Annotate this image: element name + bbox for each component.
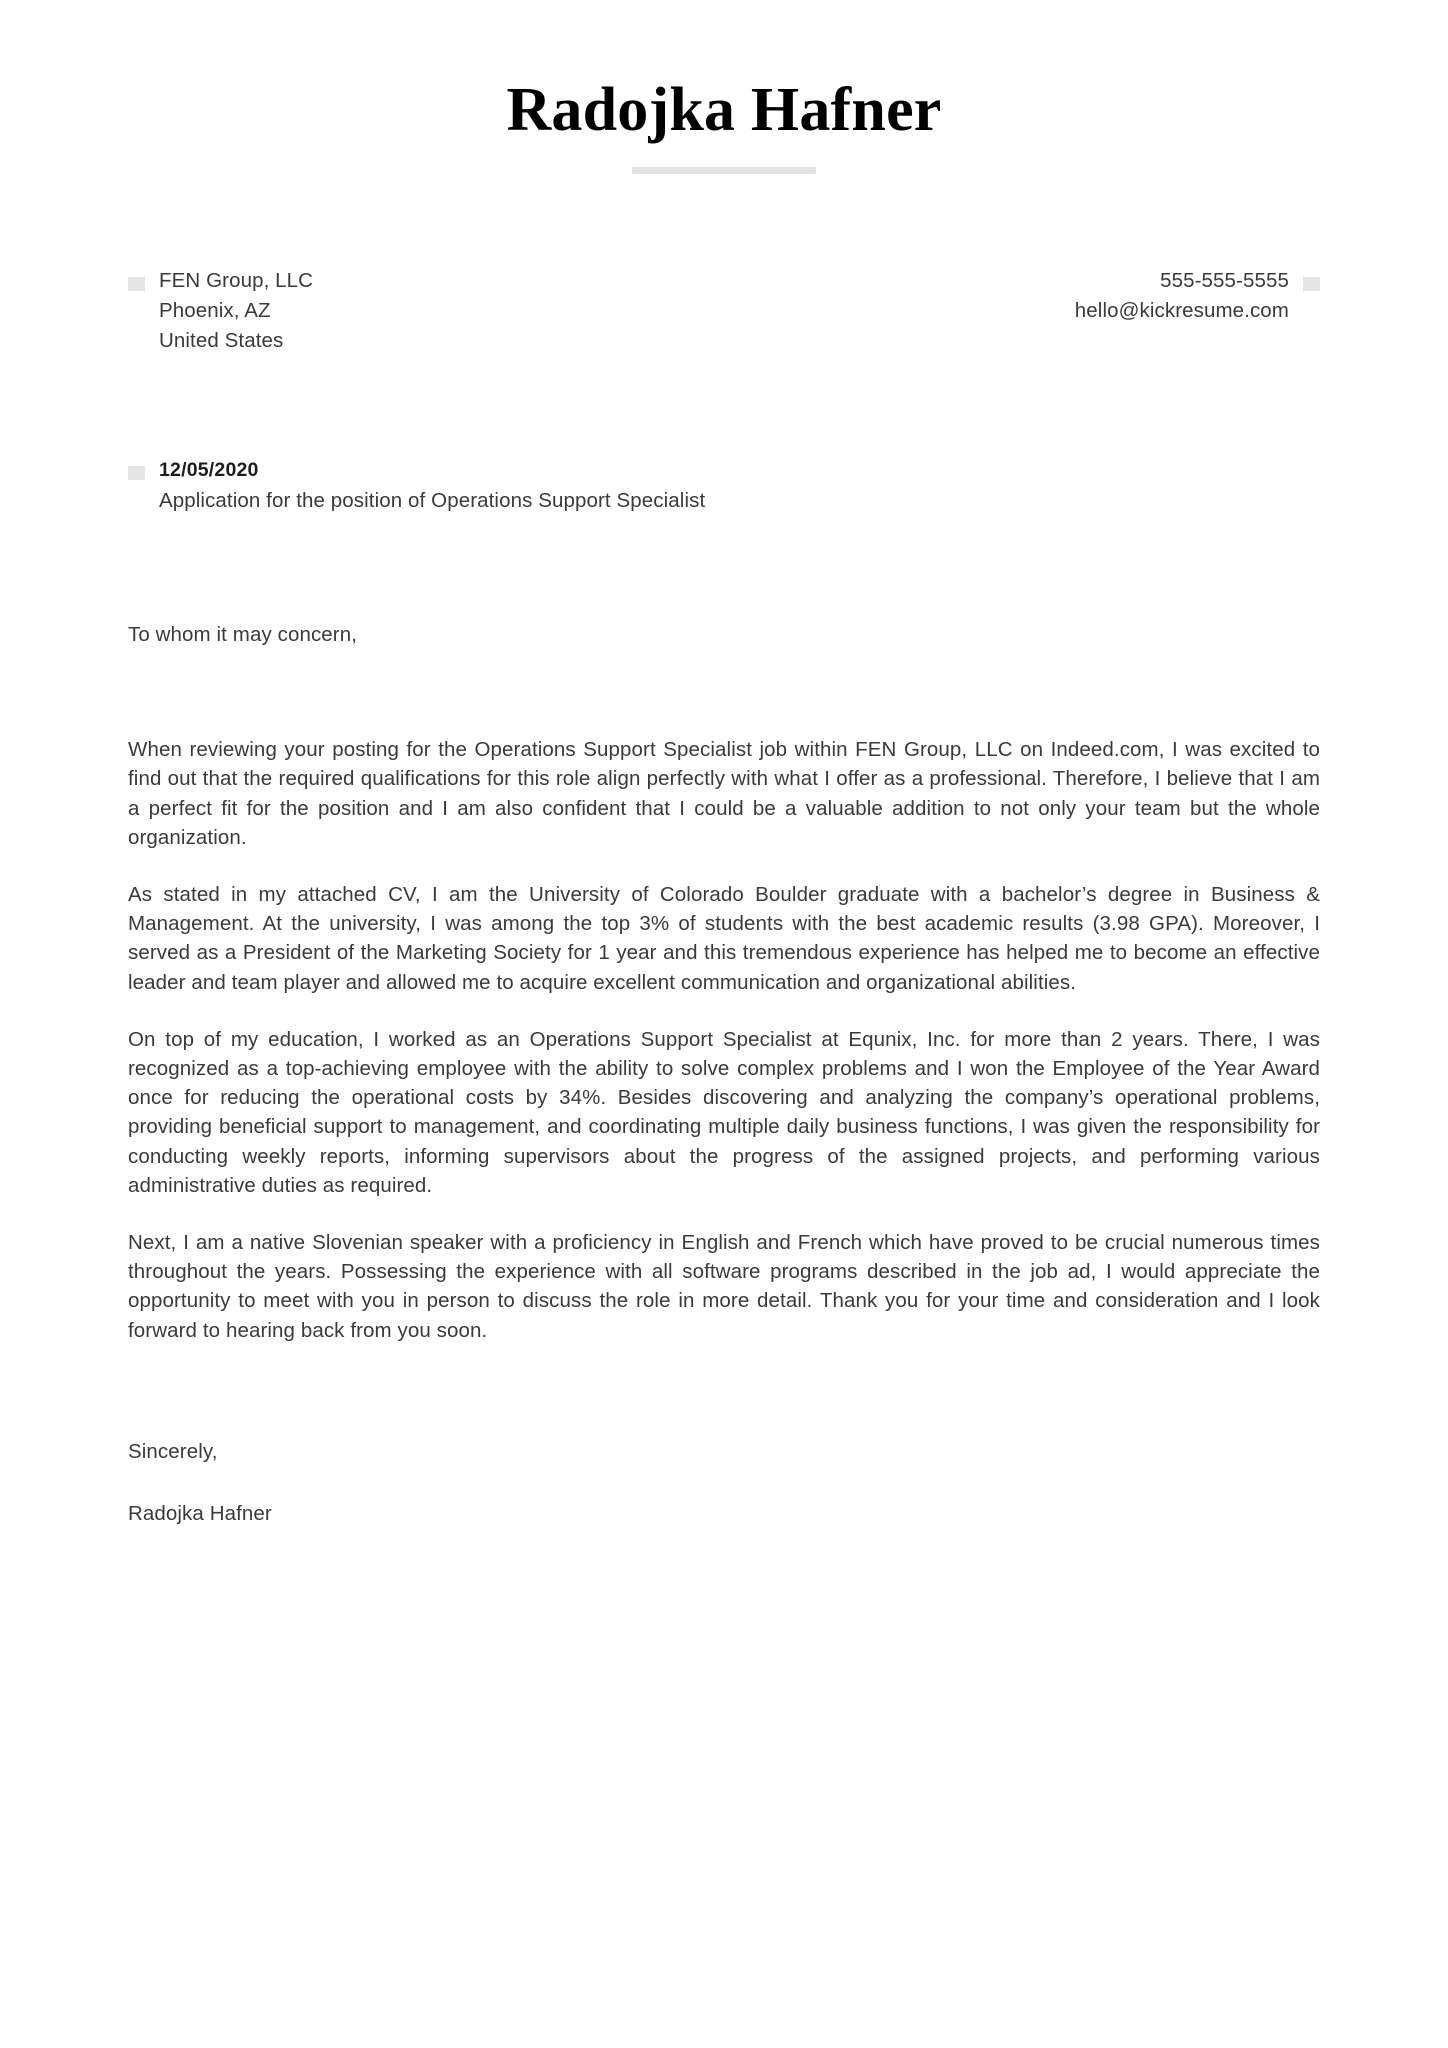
signature-name: Radojka Hafner xyxy=(128,1501,272,1525)
sender-contact-block xyxy=(1075,266,1320,326)
letter-subject: Application for the position of Operations Support Specialist xyxy=(159,489,706,513)
letter-paragraph: As stated in my attached CV, I am the University of Colorado Boulder graduate with a bachelor’s degree in Business & Management. At the university, I was among the top 3% of students with the best academic results (3.98 GPA). Moreover, I served as a President of the Marketing Society for 1 year and this tremendous experience has helped me to become an effective leader and team player and allowed me to acquire excellent communication and organizational abilities. xyxy=(128,882,1320,994)
letter-paragraph: When reviewing your posting for the Operations Support Specialist job within FEN Group, LLC on Indeed.com, I was excited to find out that the required qualifications for this role align perfectly with what I offer as a professional. Therefore, I believe that I am a perfect fit for the position and I am also confident that I could be a valuable addition to not only your team but the whole organization. xyxy=(128,738,1320,849)
sender-email[interactable]: hello@kickresume.com xyxy=(1074,299,1289,323)
salutation: To whom it may concern, xyxy=(128,623,358,647)
recipient-company: FEN Group, LLC xyxy=(159,269,314,293)
recipient-city: Phoenix, AZ xyxy=(159,299,271,323)
closing-phrase: Sincerely, xyxy=(128,1439,218,1463)
recipient-country: United States xyxy=(159,329,284,353)
subject-band xyxy=(0,456,1448,516)
letter-paragraph: Next, I am a native Slovenian speaker with a proficiency in English and French which have proved to be crucial numerous times throughout the years. Possessing the experience with all software programs described in the job ad, I would appreciate the opportunity to meet with you in person to discuss the role in more detail. Thank you for your time and consideration and I look forward to hearing back from you soon. xyxy=(128,1230,1320,1342)
square-marker-icon xyxy=(128,277,145,291)
letter-date: 12/05/2020 xyxy=(159,459,259,482)
contact-band xyxy=(0,266,1448,356)
recipient-block xyxy=(128,266,313,356)
square-marker-icon xyxy=(1303,277,1320,291)
recipient-lines xyxy=(159,266,313,356)
letter-body xyxy=(0,620,1448,1529)
closing-block xyxy=(128,1437,1320,1529)
letter-paragraphs xyxy=(128,735,1320,1345)
square-marker-icon xyxy=(128,466,145,480)
sender-contact-lines xyxy=(1075,266,1289,326)
sender-phone[interactable]: 555-555-5555 xyxy=(1160,269,1289,293)
title-divider xyxy=(632,167,816,174)
page-title: Radojka Hafner xyxy=(506,76,942,144)
letter-paragraph: On top of my education, I worked as an Operations Support Specialist at Equnix, Inc. for more than 2 years. There, I was recognized as a top-achieving employee with the ability to solve complex problems and I won the Employee of the Year Award once for reducing the operational costs by 34%. Besides discovering and analyzing the company’s operational problems, providing beneficial support to management, and coordinating multiple daily business functions, I was given the responsibility for conducting weekly reports, informing supervisors about the progress of the assigned projects, and performing various administrative duties as required. xyxy=(128,1027,1320,1197)
subject-lines xyxy=(159,456,705,516)
letter-header xyxy=(0,0,1448,174)
